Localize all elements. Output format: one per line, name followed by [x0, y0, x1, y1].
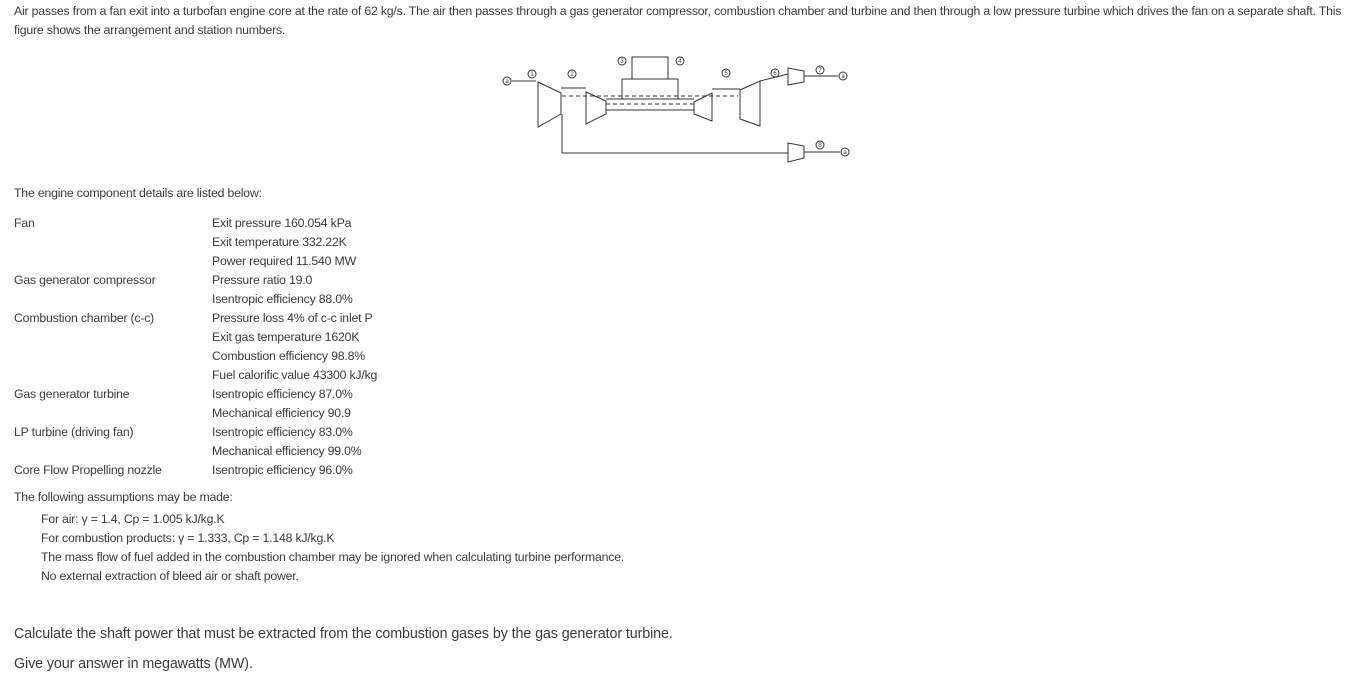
spec-row: [0, 404, 800, 423]
spec-label: Gas generator turbine: [14, 387, 130, 401]
svg-text:a: a: [843, 150, 847, 156]
svg-text:8: 8: [818, 143, 822, 149]
station-a-inlet: [503, 77, 511, 85]
core-nozzle-shape: [788, 68, 804, 85]
spec-value: Isentropic efficiency 87.0%: [212, 387, 353, 401]
spec-label: Gas generator compressor: [14, 273, 156, 287]
spec-row: [0, 233, 800, 252]
lp-turbine-shape: [740, 81, 760, 126]
spec-value: Combustion efficiency 98.8%: [212, 349, 365, 363]
spec-row: [0, 309, 800, 328]
gg-turbine-shape: [694, 93, 712, 121]
spec-row: [0, 442, 800, 461]
assumption-item: For combustion products: γ = 1.333, Cp = 1.148 kJ/kg.K: [41, 531, 335, 545]
spec-label: LP turbine (driving fan): [14, 425, 134, 439]
answer-units-hint: Give your answer in megawatts (MW).: [14, 656, 253, 672]
bypass-nozzle-shape: [788, 143, 804, 162]
svg-text:7: 7: [818, 68, 822, 74]
svg-text:1: 1: [530, 72, 534, 78]
spec-value: Exit gas temperature 1620K: [212, 330, 360, 344]
spec-value: Isentropic efficiency 83.0%: [212, 425, 353, 439]
spec-row: [0, 214, 800, 233]
spec-row: [0, 347, 800, 366]
question-text: Calculate the shaft power that must be extracted from the combustion gases by the gas generator turbine.: [14, 626, 673, 642]
station-8: [816, 141, 824, 149]
svg-text:3: 3: [620, 59, 624, 65]
station-5: [722, 69, 730, 77]
station-4: [676, 57, 684, 65]
spec-value: Pressure loss 4% of c-c inlet P: [212, 311, 373, 325]
assumptions-heading: The following assumptions may be made:: [14, 490, 233, 504]
station-7: [816, 66, 824, 74]
spec-row: [0, 290, 800, 309]
station-6: [771, 69, 779, 77]
spec-value: Exit pressure 160.054 kPa: [212, 216, 352, 230]
assumption-item: For air: γ = 1.4, Cp = 1.005 kJ/kg.K: [41, 512, 225, 526]
assumption-item: No external extraction of bleed air or shaft power.: [41, 569, 299, 583]
assumption-item: The mass flow of fuel added in the combustion chamber may be ignored when calculating turbine performance.: [41, 550, 625, 564]
svg-text:2: 2: [570, 72, 574, 78]
spec-row: [0, 461, 800, 480]
spec-label: Fan: [14, 216, 35, 230]
spec-value: Pressure ratio 19.0: [212, 273, 313, 287]
spec-value: Power required 11.540 MW: [212, 254, 356, 268]
spec-row: [0, 271, 800, 290]
spec-label: Core Flow Propelling nozzle: [14, 463, 162, 477]
spec-row: [0, 423, 800, 442]
compressor-shape: [586, 92, 606, 124]
assumptions-list: [41, 510, 624, 586]
station-3: [618, 57, 626, 65]
svg-text:4: 4: [678, 59, 682, 65]
fan-shape: [538, 82, 561, 127]
spec-value: Exit temperature 332.22K: [212, 235, 347, 249]
svg-text:6: 6: [773, 71, 777, 77]
engine-station-diagram: [498, 52, 858, 170]
spec-label: Combustion chamber (c-c): [14, 311, 155, 325]
spec-value: Mechanical efficiency 99.0%: [212, 444, 362, 458]
spec-value: Isentropic efficiency 96.0%: [212, 463, 353, 477]
spec-row: [0, 328, 800, 347]
svg-text:a: a: [505, 79, 509, 85]
combustor-shape: [632, 57, 668, 79]
station-1: [528, 70, 536, 78]
svg-text:a: a: [841, 74, 845, 80]
spec-value: Mechanical efficiency 90.9: [212, 406, 351, 420]
problem-intro: Air passes from a fan exit into a turbofan engine core at the rate of 62 kg/s. The air then passes through a gas generator compressor, combustion chamber and turbine and then through a low pressure turbine which drives the fan on a separate shaft. This figure shows the arrangement and station numbers.: [14, 4, 1342, 37]
components-heading: The engine component details are listed below:: [14, 186, 262, 200]
spec-row: [0, 385, 800, 404]
spec-value: Fuel calorific value 43300 kJ/kg: [212, 368, 378, 382]
spec-row: [0, 252, 800, 271]
station-2: [568, 70, 576, 78]
spec-value: Isentropic efficiency 88.0%: [212, 292, 353, 306]
svg-text:5: 5: [724, 71, 728, 77]
station-a-core-exit: [839, 72, 847, 80]
station-a-bypass-exit: [841, 148, 849, 156]
spec-row: [0, 366, 800, 385]
